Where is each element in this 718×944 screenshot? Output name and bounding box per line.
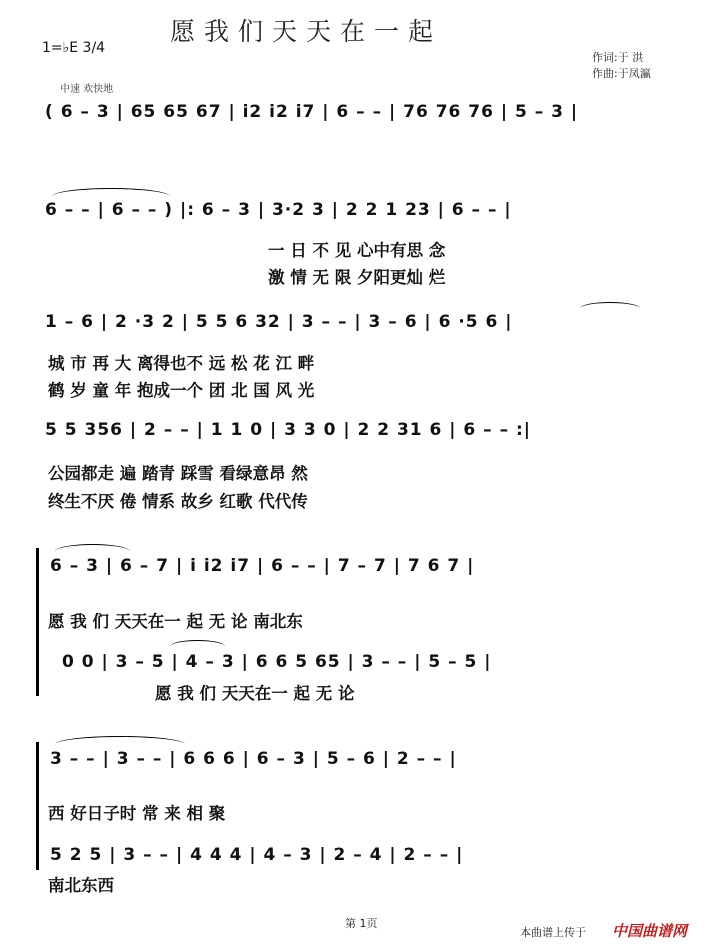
- lyric-row-8: 南北东西: [48, 876, 114, 895]
- lyric-row-7: 西 好日子时 常 来 相 聚: [48, 804, 226, 823]
- lyric-row-2a: 一 日 不 见 心中有思 念: [268, 241, 446, 260]
- slur: [580, 302, 640, 315]
- lyric-row-4a: 公园都走 遍 踏青 踩雪 看绿意昂 然: [48, 464, 308, 483]
- page-title: 愿我们天天在一起: [170, 17, 443, 46]
- key-signature: 1=♭E 3/4: [42, 40, 106, 56]
- slur: [55, 736, 185, 753]
- lyric-row-4b: 终生不厌 倦 情系 故乡 红歌 代代传: [48, 492, 308, 511]
- slur: [170, 640, 225, 653]
- lyric-row-3a: 城 市 再 大 离得也不 远 松 花 江 畔: [48, 354, 315, 373]
- slur: [55, 544, 130, 559]
- lyricist-credit: 作词:于 洪: [592, 51, 644, 64]
- system-brace-1: [36, 548, 39, 696]
- slur: [52, 188, 170, 205]
- lyric-row-2b: 激 情 无 限 夕阳更灿 烂: [268, 268, 446, 287]
- lyric-row-3b: 鹤 岁 童 年 抱成一个 团 北 国 风 光: [48, 381, 315, 400]
- site-logo: 中国曲谱网: [612, 922, 688, 940]
- notation-row-4: 5 5 356 | 2 – – | 1 1 0 | 3 3 0 | 2 2 31 6 | 6 – – :|: [45, 420, 532, 440]
- notation-row-2: 6 – – | 6 – – ) |: 6 – 3 | 3·2 3 | 2 2 1 23 | 6 – – |: [45, 200, 512, 220]
- upload-note: 本曲谱上传于: [520, 926, 586, 939]
- notation-row-8: 5 2 5 | 3 – – | 4 4 4 | 4 – 3 | 2 – 4 | 2 – – |: [50, 845, 464, 865]
- notation-row-6: 0 0 | 3 – 5 | 4 – 3 | 6 6 5 65 | 3 – – | 5 – 5 |: [62, 652, 492, 672]
- lyric-row-5: 愿 我 们 天天在一 起 无 论 南北东: [48, 612, 303, 631]
- system-brace-2: [36, 742, 39, 870]
- composer-credit: 作曲:于凤瀛: [592, 67, 651, 80]
- page-number: 第 1页: [345, 917, 378, 930]
- notation-row-3: 1 – 6 | 2 ·3 2 | 5 5 6 32 | 3 – – | 3 – 6 | 6 ·5 6 |: [45, 312, 513, 332]
- lyric-row-6: 愿 我 们 天天在一 起 无 论: [155, 684, 355, 703]
- tempo-marking: 中速 欢快地: [60, 84, 114, 95]
- notation-row-7: 3 – – | 3 – – | 6 6 6 | 6 – 3 | 5 – 6 | 2 – – |: [50, 749, 457, 769]
- notation-row-1: ( 6 – 3 | 65 65 67 | i2 i2 i7 | 6 – – | 76 76 76 | 5 – 3 |: [45, 102, 579, 122]
- notation-row-5: 6 – 3 | 6 – 7 | i i2 i7 | 6 – – | 7 – 7 | 7 6 7 |: [50, 556, 475, 576]
